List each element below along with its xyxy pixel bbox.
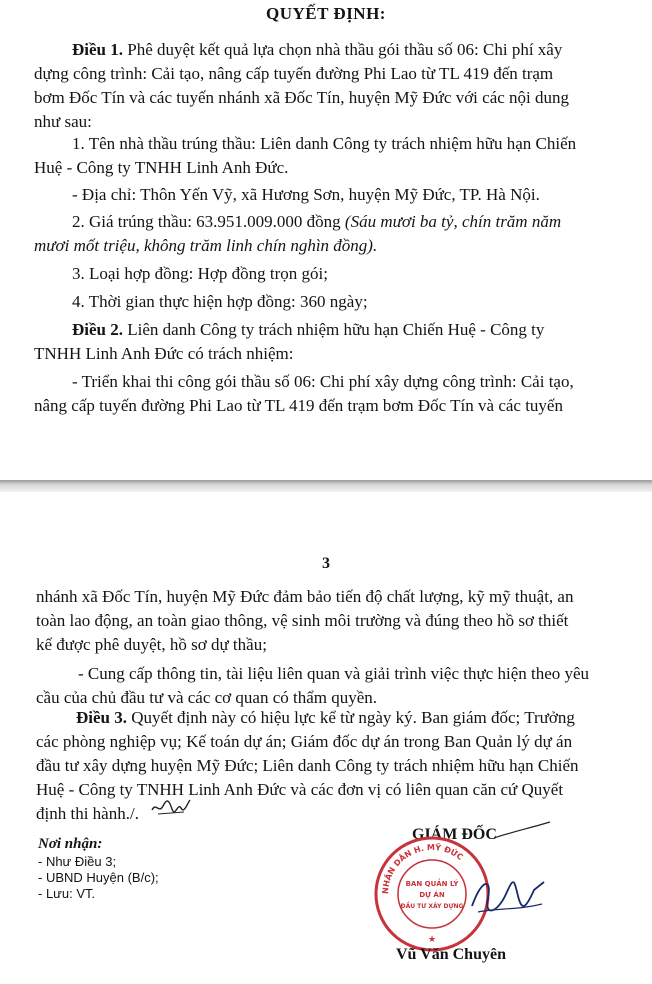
- article-2-bullet-2: [36, 662, 622, 710]
- article-1-heading: Điều 1.: [72, 40, 123, 59]
- item-bid-price: [34, 210, 620, 258]
- bullet-2-line-2: cầu của chủ đầu tư và các cơ quan có thẩm quyền.: [36, 688, 378, 707]
- article-2-bullet-1-line-1: - Triển khai thi công gói thầu số 06: Chi phí xây dựng công trình: Cải tạo,: [72, 372, 574, 391]
- article-1-line-1: Điều 1. Phê duyệt kết quả lựa chọn nhà thầu gói thầu số 06: Chi phí xây: [72, 40, 563, 59]
- article-1: [34, 38, 620, 134]
- item-contractor-line-2: Huệ - Công ty TNHH Linh Anh Đức.: [34, 158, 289, 177]
- seal-star: ★: [427, 934, 437, 944]
- bullet-1-cont-line-2: toàn lao động, an toàn giao thông, vệ sinh môi trường và đúng theo hồ sơ thiết: [36, 611, 569, 630]
- article-2-bullet-1: [34, 370, 620, 418]
- article-3-heading: Điều 3.: [76, 708, 127, 727]
- article-1-line-4: như sau:: [34, 112, 92, 131]
- seal-center-line-3: ĐẦU TƯ XÂY DỰNG: [400, 903, 464, 910]
- article-1-line-3: bơm Đốc Tín và các tuyến nhánh xã Đốc Tín, huyện Mỹ Đức với các nội dung: [34, 88, 570, 107]
- article-1-line-2: dựng công trình: Cải tạo, nâng cấp tuyến đường Phi Lao từ TL 419 đến trạm: [34, 64, 554, 83]
- bullet-1-cont-line-3: kế được phê duyệt, hồ sơ dự thầu;: [36, 635, 267, 654]
- article-3-line-2: các phòng nghiệp vụ; Kế toán dự án; Giám đốc dự án trong Ban Quản lý dự án: [36, 732, 573, 751]
- item-bid-price-line-2: mươi mốt triệu, không trăm linh chín nghìn đồng).: [34, 236, 378, 255]
- article-2-bullet-1-continued: [36, 585, 622, 657]
- recipient-item: - Như Điều 3;: [38, 854, 117, 869]
- page-separator: [0, 480, 652, 492]
- article-2: [34, 318, 620, 366]
- item-contractor: [34, 132, 620, 180]
- item-contractor-line-1: 1. Tên nhà thầu trúng thầu: Liên danh Công ty trách nhiệm hữu hạn Chiến: [72, 134, 577, 153]
- article-2-line-1: Điều 2. Liên danh Công ty trách nhiệm hữu hạn Chiến Huệ - Công ty: [72, 320, 545, 339]
- item-duration: 4. Thời gian thực hiện hợp đồng: 360 ngày;: [72, 292, 368, 311]
- signer-title: GIÁM ĐỐC: [412, 826, 497, 843]
- bullet-1-cont-line-1: nhánh xã Đốc Tín, huyện Mỹ Đức đảm bảo tiến độ chất lượng, kỹ mỹ thuật, an: [36, 587, 574, 606]
- article-2-line-2: TNHH Linh Anh Đức có trách nhiệm:: [34, 344, 294, 363]
- bullet-2-line-1: - Cung cấp thông tin, tài liệu liên quan và giải trình việc thực hiện theo yêu: [78, 664, 590, 683]
- recipient-item: - Lưu: VT.: [38, 886, 96, 901]
- seal-center-line-2: DỰ ÁN: [419, 891, 445, 899]
- article-2-bullet-1-line-2: nâng cấp tuyến đường Phi Lao từ TL 419 đến trạm bơm Đốc Tín và các tuyến: [34, 396, 563, 415]
- seal-ring-text: NHÂN DÂN H. MỸ ĐỨC: [380, 842, 465, 895]
- article-3-line-4: Huệ - Công ty TNHH Linh Anh Đức và các đơn vị có liên quan căn cứ Quyết: [36, 780, 564, 799]
- recipients-title: Nơi nhận:: [38, 836, 103, 852]
- signature-flourish: [492, 820, 552, 842]
- article-2-heading: Điều 2.: [72, 320, 123, 339]
- seal-center-line-1: BAN QUẢN LÝ: [405, 880, 459, 888]
- signer-name: Vũ Văn Chuyên: [396, 946, 506, 963]
- recipient-item: - UBND Huyện (B/c);: [38, 870, 159, 885]
- signature: [468, 868, 548, 918]
- initials-mark: [150, 794, 192, 818]
- item-bid-price-line-1: 2. Giá trúng thầu: 63.951.009.000 đồng (Sáu mươi ba tỷ, chín trăm năm: [72, 212, 562, 231]
- article-3-line-5: định thi hành./.: [36, 804, 139, 823]
- article-3-line-1: Điều 3. Quyết định này có hiệu lực kể từ ngày ký. Ban giám đốc; Trưởng: [76, 708, 575, 727]
- article-3-line-3: đầu tư xây dựng huyện Mỹ Đức; Liên danh Công ty trách nhiệm hữu hạn Chiến: [36, 756, 579, 775]
- item-contract-type: 3. Loại hợp đồng: Hợp đồng trọn gói;: [72, 264, 328, 283]
- page-number: 3: [322, 555, 330, 572]
- item-address: - Địa chỉ: Thôn Yến Vỹ, xã Hương Sơn, huyện Mỹ Đức, TP. Hà Nội.: [72, 185, 540, 204]
- decision-title: QUYẾT ĐỊNH:: [266, 4, 386, 23]
- article-3: [36, 706, 622, 826]
